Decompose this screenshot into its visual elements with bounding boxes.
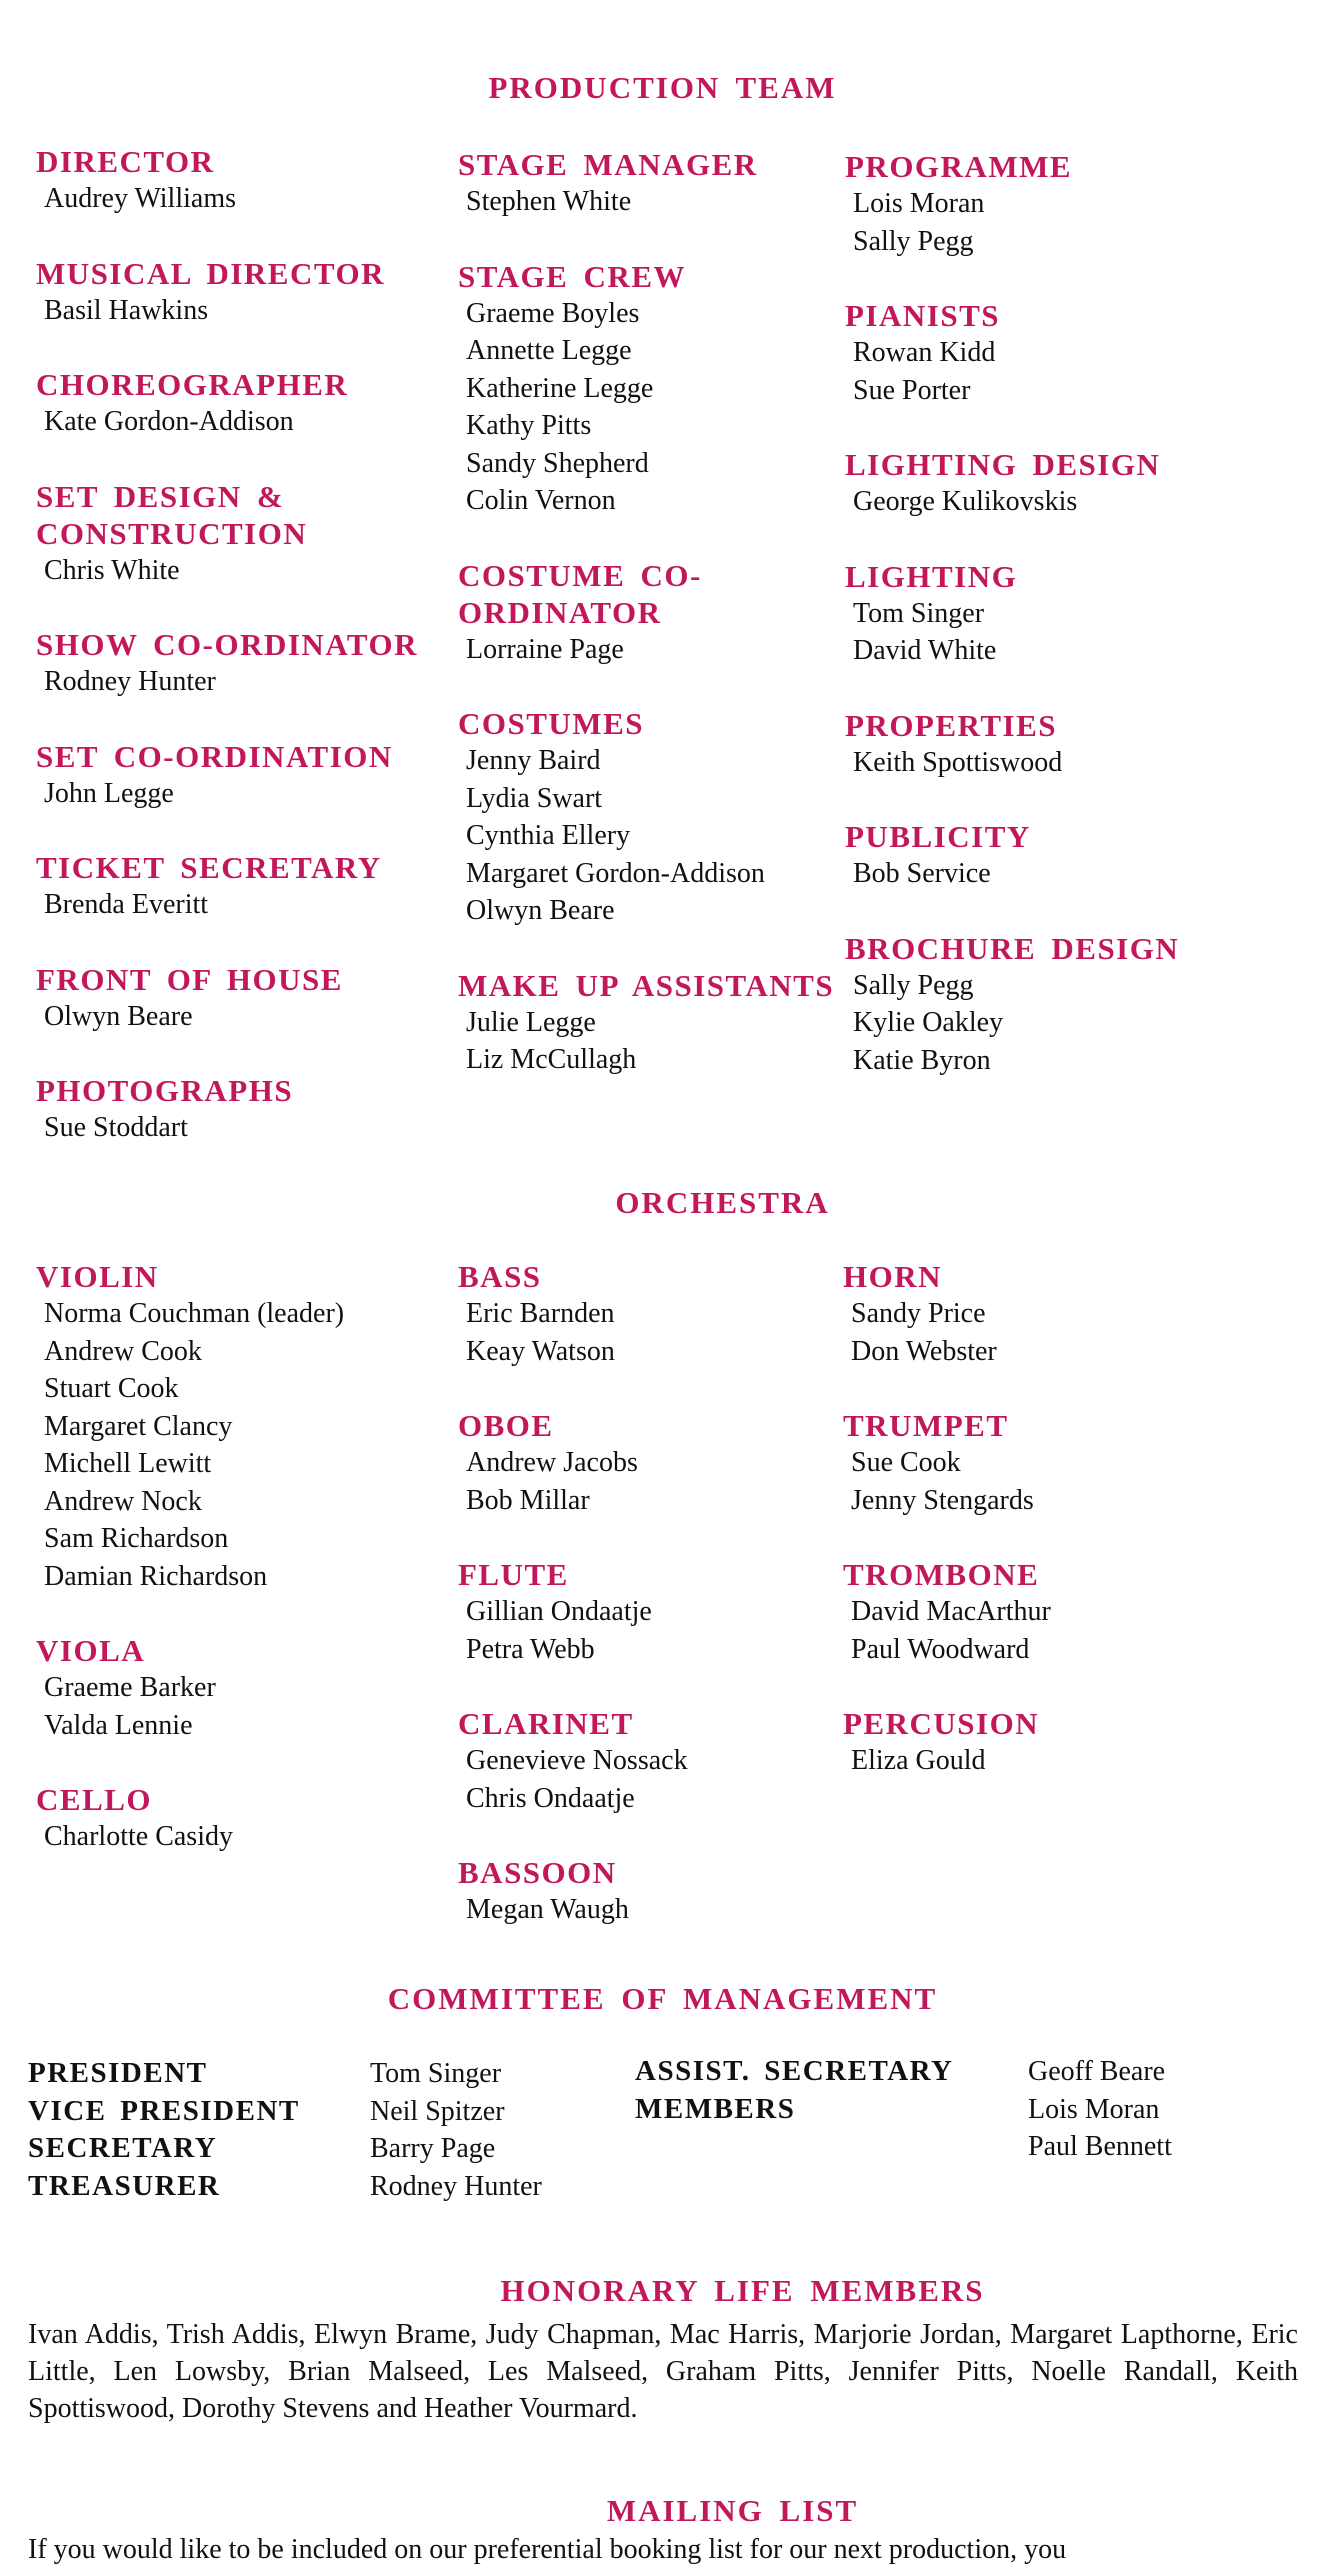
credit-group xyxy=(36,961,456,1036)
credit-heading: OBOE xyxy=(458,1408,554,1443)
credit-name: David MacArthur xyxy=(851,1596,1051,1627)
credit-name: Olwyn Beare xyxy=(466,895,615,926)
credit-name: Brenda Everitt xyxy=(44,889,209,920)
credit-heading: BROCHURE DESIGN xyxy=(845,930,1180,966)
credit-name: Paul Woodward xyxy=(851,1633,1030,1665)
credit-group xyxy=(36,1632,456,1744)
credit-name: Bob Service xyxy=(853,858,991,889)
credit-name: Lorraine Page xyxy=(466,633,624,665)
credit-heading: CELLO xyxy=(36,1782,153,1817)
credit-heading: MAKE UP ASSISTANTS xyxy=(458,967,835,1003)
committee-role: PRESIDENT xyxy=(28,2057,208,2089)
credit-heading: PHOTOGRAPHS xyxy=(36,1073,294,1108)
credit-name: Chris Ondaatje xyxy=(466,1782,635,1814)
credit-name: Audrey Williams xyxy=(44,183,236,214)
credit-name: Margaret Clancy xyxy=(44,1410,233,1442)
credit-heading: PIANISTS xyxy=(845,298,1000,333)
credit-name: Don Webster xyxy=(851,1335,997,1367)
credit-group xyxy=(458,967,878,1079)
production-col-1 xyxy=(36,143,456,1184)
credit-heading: TICKET SECRETARY xyxy=(36,850,382,885)
credit-group xyxy=(36,143,456,218)
credit-heading: PERCUSION xyxy=(843,1706,1040,1741)
credit-group xyxy=(845,558,1265,670)
credit-group xyxy=(36,478,456,590)
credit-name: Sandy Shepherd xyxy=(466,447,649,479)
committee-title: COMMITTEE OF MANAGEMENT xyxy=(387,1981,938,2016)
credit-name: Michell Lewitt xyxy=(44,1448,212,1479)
credit-group xyxy=(458,1556,878,1668)
credit-group xyxy=(843,1407,1263,1519)
committee-right-roles xyxy=(635,2053,954,2128)
committee-name: Rodney Hunter xyxy=(370,2170,542,2202)
production-col-2 xyxy=(458,146,878,1116)
credit-name: Andrew Cook xyxy=(44,1335,202,1367)
credit-group xyxy=(36,366,456,441)
credit-heading: VIOLA xyxy=(36,1633,146,1668)
credit-name: Bob Millar xyxy=(466,1484,590,1516)
committee-role: SECRETARY xyxy=(28,2132,218,2164)
credit-group xyxy=(458,705,878,930)
credit-name: George Kulikovskis xyxy=(853,486,1078,517)
production-col-3 xyxy=(845,148,1265,1116)
credit-group xyxy=(458,1854,878,1929)
credit-heading: TROMBONE xyxy=(843,1557,1040,1592)
credit-name: Eric Barnden xyxy=(466,1298,615,1329)
credit-group xyxy=(458,1705,878,1817)
credit-heading: SHOW CO-ORDINATOR xyxy=(36,627,419,662)
credit-name: Sally Pegg xyxy=(853,225,974,257)
mailing-list-text: If you would like to be included on our preferential booking list for our next production, you xyxy=(28,2534,1067,2565)
credit-name: Petra Webb xyxy=(466,1633,595,1665)
credit-name: Sue Stoddart xyxy=(44,1112,188,1143)
credit-group xyxy=(36,255,456,330)
credit-heading: PUBLICITY xyxy=(845,819,1031,854)
credit-name: Annette Legge xyxy=(466,335,632,366)
committee-role: VICE PRESIDENT xyxy=(28,2094,300,2127)
credit-name: Lois Moran xyxy=(853,188,985,219)
committee-name: Geoff Beare xyxy=(1028,2056,1166,2087)
credit-heading: VIOLIN xyxy=(36,1259,159,1294)
orchestra-col-2 xyxy=(458,1258,878,1966)
orchestra-title: ORCHESTRA xyxy=(615,1185,830,1220)
credit-heading: LIGHTING DESIGN xyxy=(845,447,1161,482)
credit-name: Colin Vernon xyxy=(466,485,616,516)
credit-group xyxy=(845,707,1265,782)
credit-heading: SET CO-ORDINATION xyxy=(36,738,393,774)
credit-name: Kate Gordon-Addison xyxy=(44,406,294,437)
credit-heading: MUSICAL DIRECTOR xyxy=(36,255,385,291)
committee-role: ASSIST. SECRETARY xyxy=(635,2055,954,2087)
credit-name: Andrew Jacobs xyxy=(466,1447,638,1478)
committee-role: TREASURER xyxy=(28,2169,221,2202)
committee-name: Neil Spitzer xyxy=(370,2095,505,2127)
credit-heading: FLUTE xyxy=(458,1557,569,1592)
credit-name: Sue Porter xyxy=(853,374,971,406)
credit-name: Cynthia Ellery xyxy=(466,820,631,851)
orchestra-col-1 xyxy=(36,1258,456,1893)
credit-name: John Legge xyxy=(44,777,174,809)
committee-name: Tom Singer xyxy=(370,2058,502,2089)
credit-heading: TRUMPET xyxy=(843,1408,1009,1443)
credit-name: Norma Couchman (leader) xyxy=(44,1298,345,1329)
credit-name: Andrew Nock xyxy=(44,1485,202,1517)
credit-group xyxy=(845,297,1265,409)
credit-name: Liz McCullagh xyxy=(466,1044,637,1075)
committee-role: MEMBERS xyxy=(635,2092,796,2125)
credit-group xyxy=(458,258,878,520)
credit-name: Graeme Boyles xyxy=(466,297,640,329)
credit-name: Lydia Swart xyxy=(466,782,603,814)
credit-heading: STAGE CREW xyxy=(458,258,686,294)
production-team-title: PRODUCTION TEAM xyxy=(488,70,837,105)
committee-left-names xyxy=(370,2055,542,2205)
credit-heading: CHOREOGRAPHER xyxy=(36,367,349,402)
credit-name: Stephen White xyxy=(466,186,632,217)
credit-name: Keith Spottiswood xyxy=(853,746,1063,778)
credit-name: David White xyxy=(853,635,997,666)
credit-name: Olwyn Beare xyxy=(44,1000,193,1032)
credit-group xyxy=(36,738,456,813)
credit-name: Genevieve Nossack xyxy=(466,1745,688,1776)
credit-name: Megan Waugh xyxy=(466,1894,629,1925)
committee-left-roles xyxy=(28,2055,300,2205)
credit-name: Chris White xyxy=(44,554,180,586)
credit-name: Kylie Oakley xyxy=(853,1007,1004,1038)
credit-heading: BASS xyxy=(458,1259,542,1294)
credit-name: Rodney Hunter xyxy=(44,666,216,697)
credit-heading: FRONT OF HOUSE xyxy=(36,961,343,997)
credit-name: Sandy Price xyxy=(851,1298,986,1329)
credit-heading: BASSOON xyxy=(458,1855,617,1890)
credit-group xyxy=(845,446,1265,521)
committee-name: Barry Page xyxy=(370,2133,496,2164)
honorary-members-text: Ivan Addis, Trish Addis, Elwyn Brame, Judy Chapman, Mac Harris, Marjorie Jordan, Margaret Lapthorne, Eric Little, Len Lowsby, Brian Malseed, Les Malseed, Graham Pitts, Jennifer Pitts, Noelle Randall, Keith Spottiswood, Dorothy Stevens and Heather Vourmard. xyxy=(28,2319,1298,2424)
orchestra-col-3 xyxy=(843,1258,1263,1817)
credit-group xyxy=(36,1781,456,1856)
credit-heading: DIRECTOR xyxy=(36,144,215,179)
credit-group xyxy=(843,1705,1263,1780)
credit-name: Jenny Stengards xyxy=(851,1484,1034,1516)
credit-heading: COSTUMES xyxy=(458,706,644,741)
credit-name: Sally Pegg xyxy=(853,969,974,1001)
credit-heading: LIGHTING xyxy=(845,558,1018,594)
credit-name: Katie Byron xyxy=(853,1044,991,1076)
credit-group xyxy=(458,1258,878,1370)
credit-heading: SET DESIGN & CONSTRUCTION xyxy=(36,478,308,551)
committee-name: Paul Bennett xyxy=(1028,2131,1172,2162)
credit-name: Tom Singer xyxy=(853,597,985,629)
honorary-title: HONORARY LIFE MEMBERS xyxy=(500,2273,985,2308)
credit-heading: STAGE MANAGER xyxy=(458,147,758,182)
credit-group xyxy=(36,1072,456,1147)
committee-name: Lois Moran xyxy=(1028,2093,1160,2125)
credit-name: Sam Richardson xyxy=(44,1523,229,1554)
credit-name: Graeme Barker xyxy=(44,1672,216,1703)
mailing-list-title: MAILING LIST xyxy=(606,2493,859,2528)
credit-group xyxy=(845,818,1265,893)
credit-name: Katherine Legge xyxy=(466,372,654,404)
credit-group xyxy=(458,557,878,669)
credit-heading: PROPERTIES xyxy=(845,707,1058,743)
credit-name: Stuart Cook xyxy=(44,1373,179,1404)
credit-heading: CLARINET xyxy=(458,1706,634,1741)
credit-name: Keay Watson xyxy=(466,1335,615,1367)
credit-name: Kathy Pitts xyxy=(466,410,592,441)
credit-group xyxy=(458,1407,878,1519)
credit-name: Gillian Ondaatje xyxy=(466,1596,652,1627)
credit-name: Julie Legge xyxy=(466,1006,596,1038)
credit-name: Jenny Baird xyxy=(466,745,601,776)
credit-name: Basil Hawkins xyxy=(44,294,209,326)
credit-group xyxy=(843,1556,1263,1668)
credit-name: Valda Lennie xyxy=(44,1709,193,1741)
credit-group xyxy=(36,626,456,701)
credit-group xyxy=(36,849,456,924)
credit-heading: PROGRAMME xyxy=(845,149,1073,184)
credit-heading: COSTUME CO-ORDINATOR xyxy=(458,557,702,630)
credit-group xyxy=(845,930,1265,1080)
credit-group xyxy=(843,1258,1263,1370)
credit-name: Damian Richardson xyxy=(44,1560,268,1592)
credit-name: Rowan Kidd xyxy=(853,337,996,368)
credit-name: Margaret Gordon-Addison xyxy=(466,857,765,889)
credit-group xyxy=(458,146,878,221)
credit-name: Sue Cook xyxy=(851,1447,961,1478)
credit-group xyxy=(36,1258,456,1595)
credit-name: Eliza Gould xyxy=(851,1745,986,1776)
committee-right-names xyxy=(1028,2053,1172,2166)
credit-heading: HORN xyxy=(843,1259,942,1294)
credit-group xyxy=(845,148,1265,260)
credit-name: Charlotte Casidy xyxy=(44,1821,233,1852)
